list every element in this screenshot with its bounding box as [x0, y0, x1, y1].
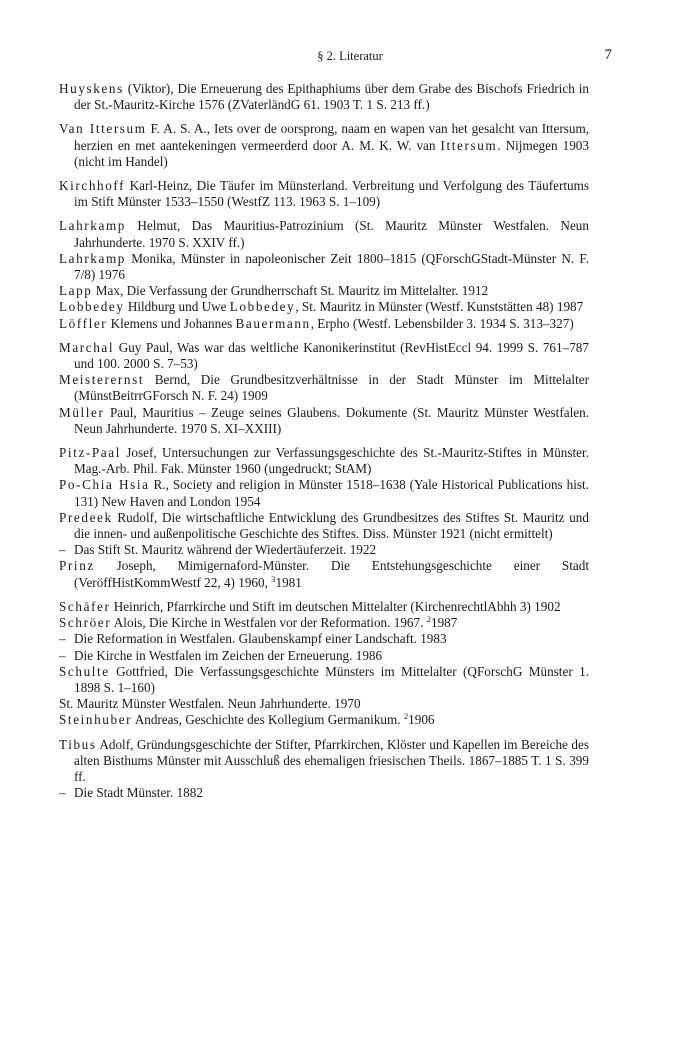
entry-text: Adolf, Gründungsgeschichte der Stifter, Pfarrkirchen, Klöster und Kapellen im Bereiche des alten Bisthums Münster mit Ausschluß des ehemaligen friesischen Theils. 1867–1885 T. 1 S. 399 ff. — [74, 736, 589, 784]
entry-name: Prinz — [59, 558, 95, 574]
entry-name-2: Bauermann — [235, 315, 311, 331]
bibliography-entry — [59, 81, 589, 113]
bibliography-entry — [59, 510, 589, 542]
entry-text-2: 1981 — [275, 574, 302, 590]
entry-text: Das Stift St. Mauritz während der Wiedertäuferzeit. 1922 — [74, 542, 377, 558]
bibliography-list — [59, 81, 589, 809]
bibliography-entry — [59, 372, 589, 404]
entry-dash: – — [59, 631, 66, 647]
bibliography-group — [59, 445, 589, 591]
entry-name: Po-Chia Hsia — [59, 477, 150, 493]
bibliography-group — [59, 340, 589, 437]
entry-name: Müller — [59, 404, 105, 420]
entry-text: Helmut, Das Mauritius-Patrozinium (St. Mauritz Münster Westfalen. Neun Jahrhunderte. 1970 S. XXIV ff.) — [74, 218, 589, 250]
entry-text: Andreas, Geschichte des Kollegium Germanikum. — [132, 712, 404, 728]
entry-name: Tibus — [59, 736, 97, 752]
bibliography-entry — [59, 696, 589, 712]
bibliography-entry — [59, 712, 589, 728]
bibliography-entry — [59, 121, 589, 170]
entry-name: Steinhuber — [59, 712, 133, 728]
bibliography-entry — [59, 218, 589, 250]
page-header — [0, 47, 700, 67]
entry-sup: 3 — [271, 573, 276, 584]
bibliography-group — [59, 178, 589, 210]
entry-text: Die Reformation in Westfalen. Glaubenskampf einer Landschaft. 1983 — [74, 631, 447, 647]
entry-text: R., Society and religion in Münster 1518–1638 (Yale Historical Publications hist. 131) New Haven and London 1954 — [74, 477, 589, 509]
entry-name: Lobbedey — [59, 299, 125, 315]
entry-text-2: , Erpho (Westf. Lebensbilder 3. 1934 S. 313–327) — [310, 315, 574, 331]
bibliography-entry — [59, 405, 589, 437]
entry-text: Die Kirche in Westfalen im Zeichen der Erneuerung. 1986 — [74, 647, 383, 663]
bibliography-group — [59, 599, 589, 729]
entry-name: Predeek — [59, 509, 113, 525]
entry-text: Joseph, Mimigernaford-Münster. Die Entstehungsgeschichte einer Stadt (VeröffHistKommWestf 22, 4) 1960, — [74, 558, 589, 590]
bibliography-group — [59, 121, 589, 170]
entry-text: Josef, Untersuchungen zur Verfassungsgeschichte des St.-Mauritz-Stiftes in Münster. Mag.-Arb. Phil. Fak. Münster 1960 (ungedruckt; StAM) — [74, 445, 589, 477]
entry-text-2: . Nijmegen 1903 (nicht im Handel) — [74, 137, 589, 169]
entry-name: Löffler — [59, 315, 108, 331]
bibliography-entry — [59, 542, 589, 558]
entry-text: Hildburg und Uwe — [124, 299, 230, 315]
running-title: § 2. Literatur — [317, 49, 383, 63]
bibliography-entry — [59, 599, 589, 615]
entry-text: F. A. S. A., Iets over de oorsprong, naam en wapen van het gesalcht van Ittersum, herzien en met aantekeningen vermeerderd door A. M. K. W. van — [74, 121, 589, 153]
entry-name: Schröer — [59, 615, 112, 631]
bibliography-entry — [59, 251, 589, 283]
entry-text-2: , St. Mauritz in Münster (Westf. Kunststätten 48) 1987 — [295, 299, 584, 315]
entry-text: Karl-Heinz, Die Täufer im Münsterland. Verbreitung und Verfolgung des Täufertums im Stift Münster 1533–1550 (WestfZ 113. 1963 S. 1–109) — [74, 178, 589, 210]
entry-name: Schulte — [59, 663, 110, 679]
bibliography-group — [59, 218, 589, 331]
bibliography-entry — [59, 316, 589, 332]
entry-name: Van Ittersum — [59, 121, 147, 137]
bibliography-entry — [59, 785, 589, 801]
entry-text-2: 1987 — [430, 615, 458, 631]
entry-text: Alois, Die Kirche in Westfalen vor der Reformation. 1967. — [111, 615, 427, 631]
bibliography-entry — [59, 445, 589, 477]
entry-name: Marchal — [59, 339, 115, 355]
entry-text: Bernd, Die Grundbesitzverhältnisse in der Stadt Münster im Mittelalter (MünstBeitrrGForsch N. F. 24) 1909 — [74, 372, 589, 404]
entry-name: Kirchhoff — [59, 178, 126, 194]
entry-dash: – — [59, 542, 66, 558]
bibliography-entry — [59, 283, 589, 299]
entry-sup: 2 — [403, 711, 409, 722]
entry-dash: – — [59, 647, 66, 663]
bibliography-entry — [59, 558, 589, 590]
entry-name: Schäfer — [59, 598, 111, 614]
entry-name: Meisterernst — [59, 372, 145, 388]
entry-text: Gottfried, Die Verfassungsgeschichte Münsters im Mittelalter (QForschG Münster 1. 1898 S. 1–160) — [74, 663, 589, 695]
entry-name-2: Ittersum — [440, 137, 498, 153]
entry-name-2: Lobbedey — [229, 299, 296, 315]
entry-text: Max, Die Verfassung der Grundherrschaft St. Mauritz im Mittelalter. 1912 — [92, 283, 489, 299]
entry-dash: – — [59, 785, 66, 801]
entry-text: Klemens und Johannes — [107, 315, 236, 331]
bibliography-group — [59, 81, 589, 113]
bibliography-entry — [59, 664, 589, 696]
page-number: 7 — [604, 47, 612, 63]
entry-name: Huyskens — [59, 81, 124, 96]
entry-name: Lahrkamp — [59, 218, 126, 234]
entry-name: Lahrkamp — [59, 250, 126, 266]
bibliography-entry — [59, 299, 589, 315]
entry-text: Heinrich, Pfarrkirche und Stift im deutschen Mittelalter (KirchenrechtlAbhh 3) 1902 — [110, 598, 561, 614]
bibliography-entry — [59, 737, 589, 786]
entry-text: (Viktor), Die Erneuerung des Epithaphiums über dem Grabe des Bischofs Friedrich in der St.-Mauritz-Kirche 1576 (ZVaterländG 61. 1903 T. 1 S. 213 ff.) — [74, 81, 589, 113]
entry-text: St. Mauritz Münster Westfalen. Neun Jahrhunderte. 1970 — [59, 696, 361, 712]
entry-sup: 2 — [426, 614, 431, 625]
entry-name: Lapp — [59, 283, 93, 299]
bibliography-entry — [59, 477, 589, 509]
entry-text: Guy Paul, Was war das weltliche Kanonikerinstitut (RevHistEccl 94. 1999 S. 761–787 und 100. 2000 S. 7–53) — [74, 339, 589, 372]
entry-text-2: 1906 — [408, 712, 435, 728]
entry-name: Pitz-Paal — [59, 445, 122, 461]
entry-text: Die Stadt Münster. 1882 — [74, 785, 203, 801]
bibliography-entry — [59, 178, 589, 210]
bibliography-entry — [59, 340, 589, 372]
entry-text: Monika, Münster in napoleonischer Zeit 1800–1815 (QForschGStadt-Münster N. F. 7/8) 1976 — [74, 250, 589, 283]
bibliography-entry — [59, 648, 589, 664]
bibliography-group — [59, 737, 589, 802]
bibliography-entry — [59, 631, 589, 647]
entry-text: Rudolf, Die wirtschaftliche Entwicklung des Grundbesitzes des Stiftes St. Mauritz und die innen- und außenpolitische Geschichte des Stiftes. Diss. Münster 1921 (nicht ermittelt) — [74, 509, 589, 542]
entry-text: Paul, Mauritius – Zeuge seines Glaubens. Dokumente (St. Mauritz Münster Westfalen. Neun Jahrhunderte. 1970 S. XI–XXIII) — [74, 404, 589, 436]
bibliography-entry — [59, 615, 589, 631]
